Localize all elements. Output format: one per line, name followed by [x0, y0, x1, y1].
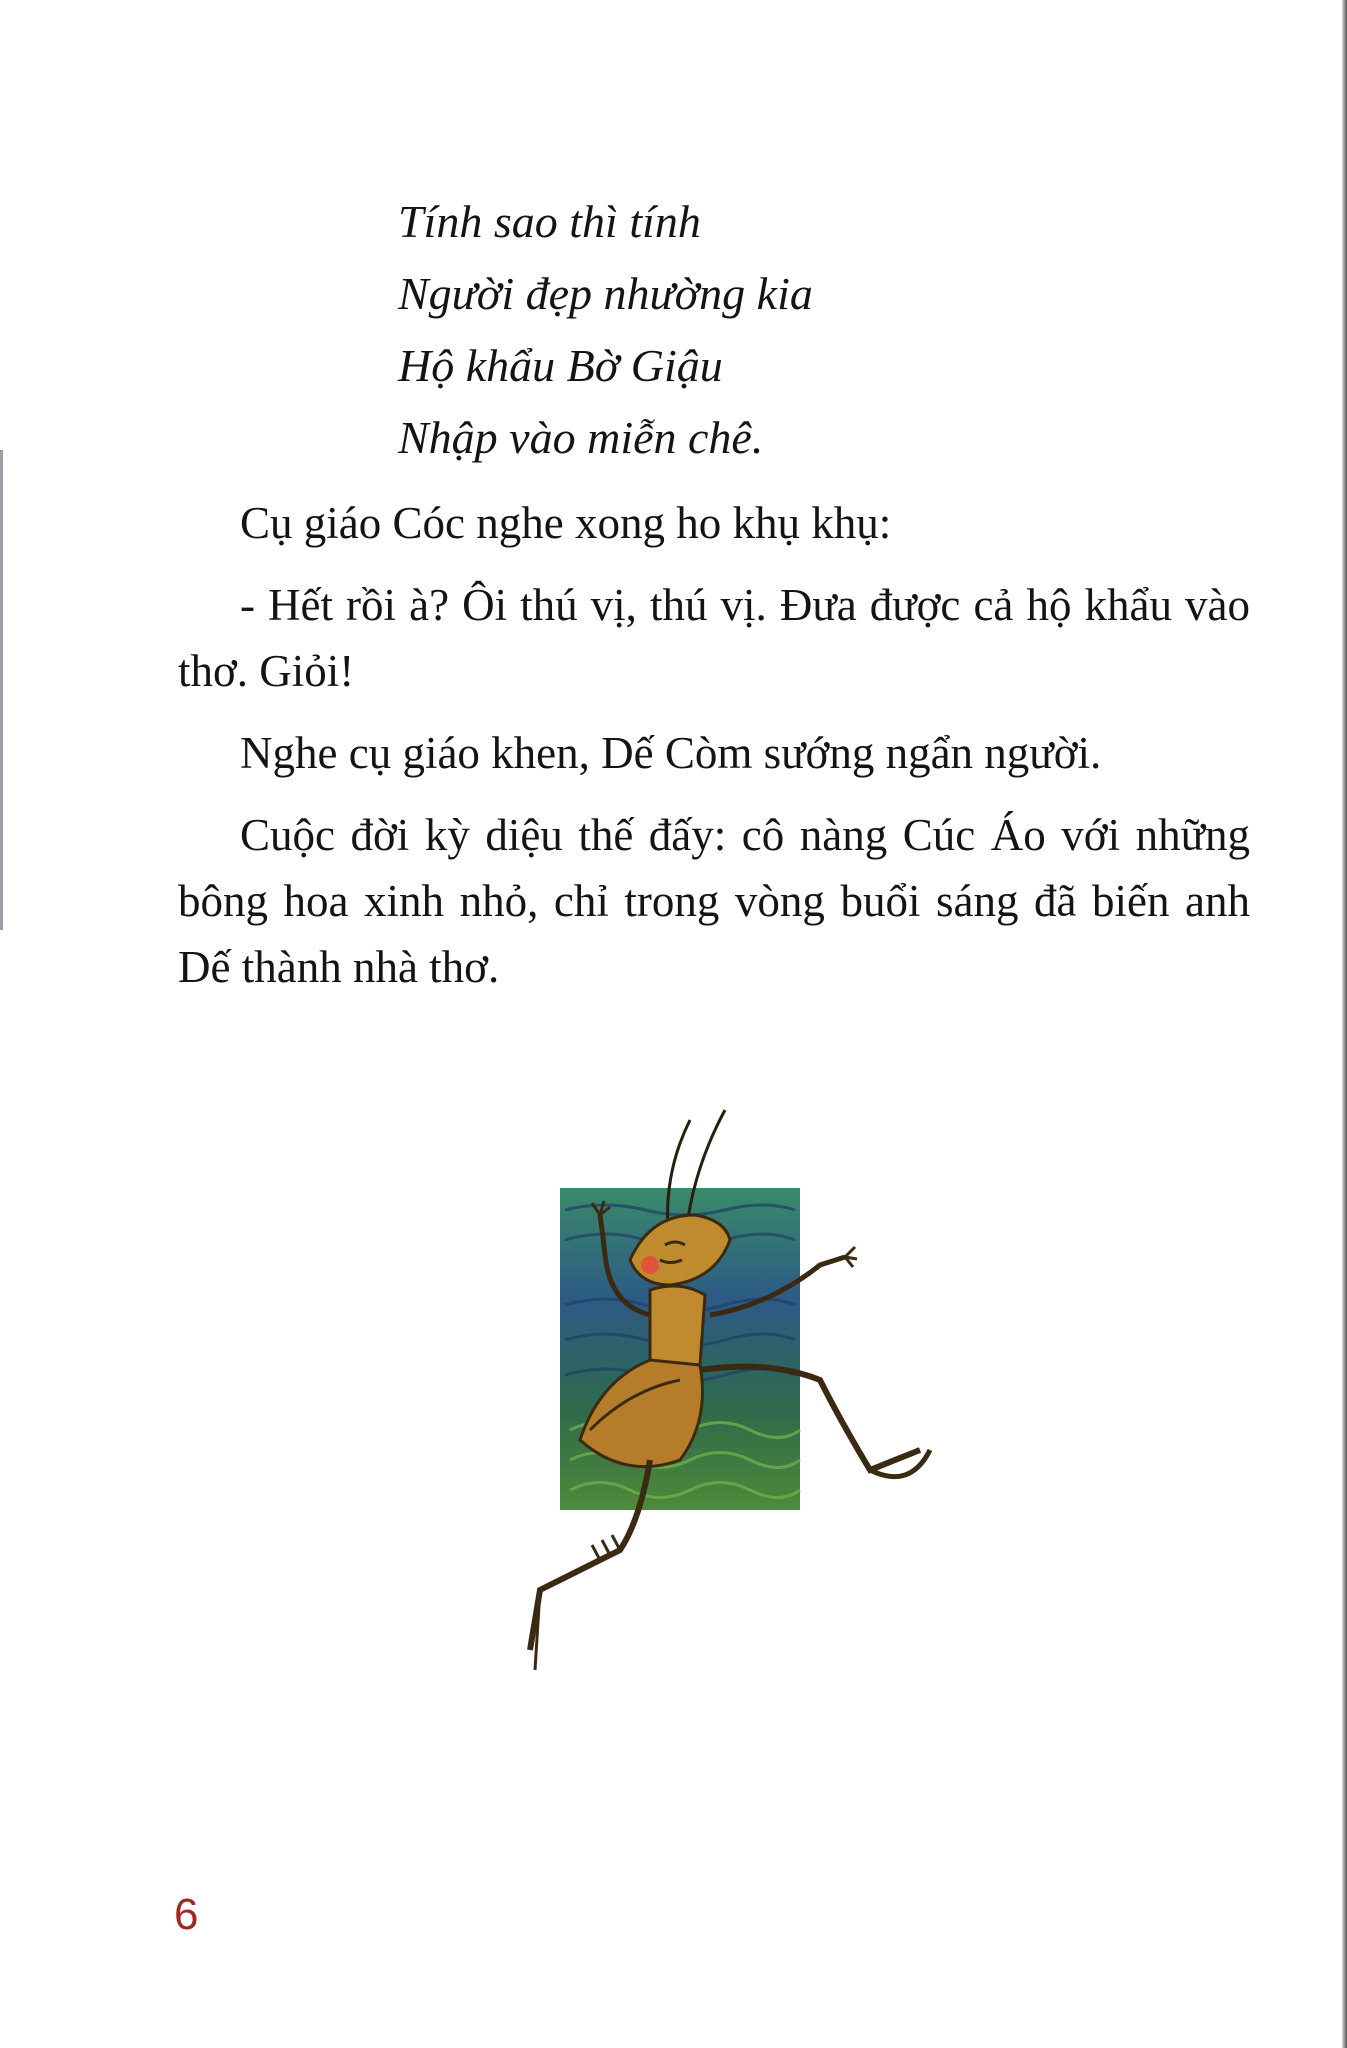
poem-line: Hộ khẩu Bờ Giậu	[398, 340, 723, 391]
page-edge-left	[0, 450, 3, 930]
page-edge-right	[1342, 0, 1347, 2048]
dancing-cricket-illustration	[500, 1100, 960, 1690]
body-text	[178, 490, 1250, 1016]
poem-line: Người đẹp nhường kia	[398, 268, 813, 319]
poem-line: Tính sao thì tính	[398, 196, 701, 247]
poem-stanza	[398, 186, 813, 474]
paragraph: Cụ giáo Cóc nghe xong ho khụ khụ:	[240, 498, 892, 548]
page-number: 6	[174, 1890, 199, 1939]
poem-line: Nhập vào miễn chê.	[398, 412, 764, 463]
paragraph: Nghe cụ giáo khen, Dế Còm sướng ngẩn người.	[240, 728, 1102, 778]
paragraph: - Hết rồi à? Ôi thú vị, thú vị. Đưa được cả hộ khẩu vào thơ. Giỏi!	[178, 580, 1250, 696]
paragraph: Cuộc đời kỳ diệu thế đấy: cô nàng Cúc Áo với những bông hoa xinh nhỏ, chỉ trong vòng buổi sáng đã biến anh Dế thành nhà thơ.	[178, 810, 1250, 992]
